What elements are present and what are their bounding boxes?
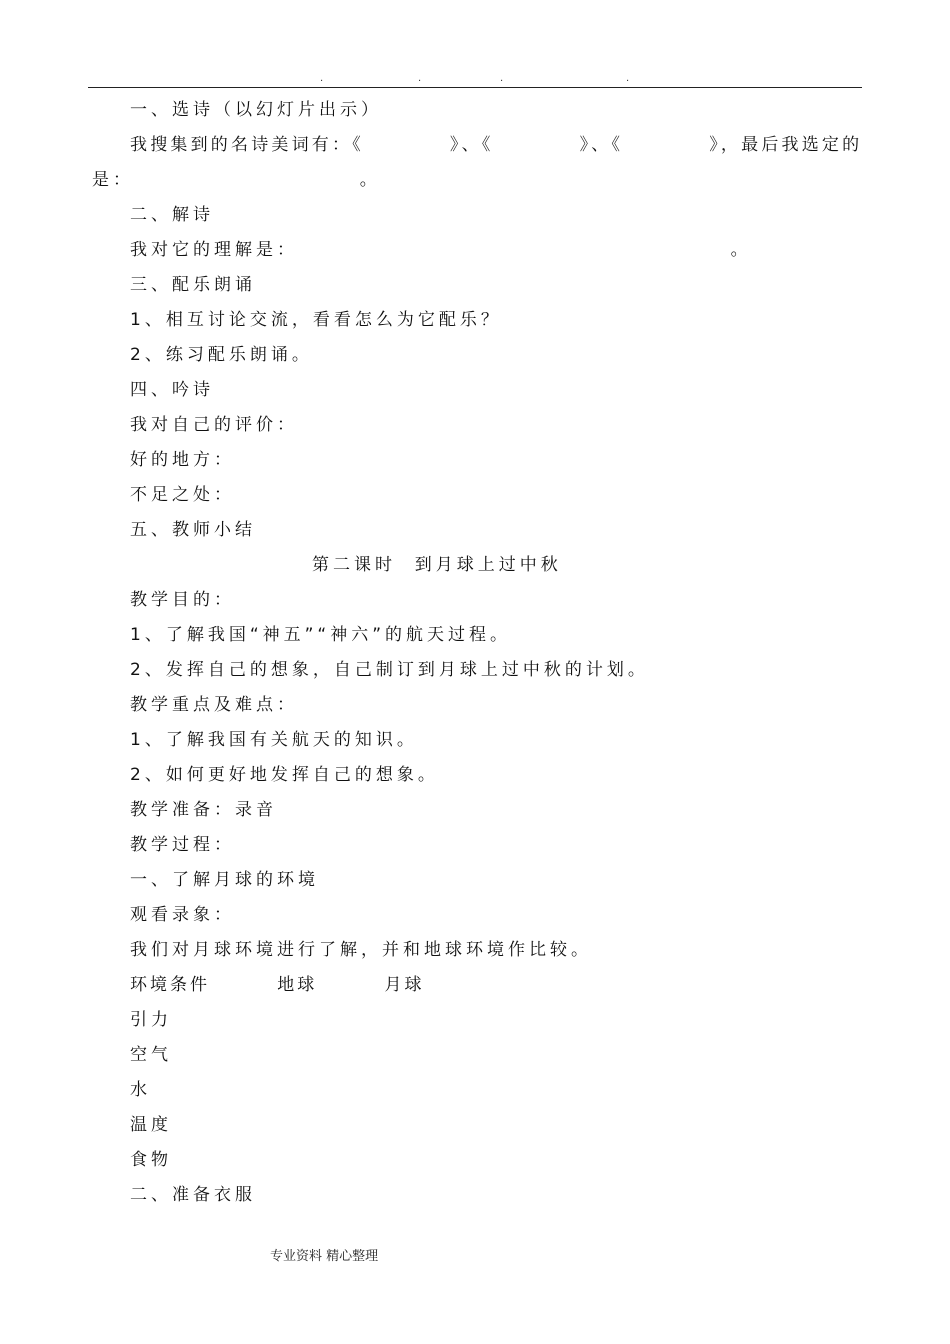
header-dot: . — [500, 73, 504, 84]
table-row: 温度 — [130, 1115, 172, 1135]
paragraph-weaknesses: 不足之处： — [130, 485, 235, 505]
section-heading-4: 四、吟诗 — [130, 380, 214, 400]
subheading-key-points: 教学重点及难点： — [130, 695, 298, 715]
list-item: 2、如何更好地发挥自己的想象。 — [130, 765, 439, 785]
table-row: 引力 — [130, 1010, 172, 1030]
subheading-process: 教学过程： — [130, 835, 235, 855]
page-footer: 专业资料 精心整理 — [270, 1249, 379, 1264]
table-row: 食物 — [130, 1150, 172, 1170]
paragraph-self-evaluation: 我对自己的评价： — [130, 415, 298, 435]
list-item: 2、练习配乐朗诵。 — [130, 345, 313, 365]
list-item: 2、发挥自己的想象，自己制订到月球上过中秋的计划。 — [130, 660, 649, 680]
section-heading-1: 一、选诗（以幻灯片出示） — [130, 100, 382, 120]
list-item: 1、了解我国有关航天的知识。 — [130, 730, 418, 750]
paragraph-poems-collected: 我搜集到的名诗美词有：《 》、《 》、《 》，最后我选定的 — [130, 135, 863, 155]
subheading-objectives: 教学目的： — [130, 590, 235, 610]
section-heading-clothes: 二、准备衣服 — [130, 1185, 256, 1205]
paragraph-preparation: 教学准备：录音 — [130, 800, 277, 820]
header-dot: . — [418, 73, 422, 84]
header-rule — [88, 87, 862, 88]
table-row: 空气 — [130, 1045, 172, 1065]
section-heading-2: 二、解诗 — [130, 205, 214, 225]
section-heading-3: 三、配乐朗诵 — [130, 275, 256, 295]
table-header-row: 环境条件 地球 月球 — [130, 975, 425, 995]
paragraph-compare-environment: 我们对月球环境进行了解，并和地球环境作比较。 — [130, 940, 592, 960]
section-heading-moon-environment: 一、了解月球的环境 — [130, 870, 319, 890]
list-item: 1、相互讨论交流，看看怎么为它配乐？ — [130, 310, 502, 330]
header-dot: . — [320, 73, 324, 84]
section-heading-5: 五、教师小结 — [130, 520, 256, 540]
header-dot: . — [626, 73, 630, 84]
paragraph-watch-video: 观看录象： — [130, 905, 235, 925]
list-item: 1、了解我国“神五”“神六”的航天过程。 — [130, 625, 512, 645]
paragraph-poem-chosen: 是： 。 — [92, 170, 381, 190]
table-row: 水 — [130, 1080, 151, 1100]
lesson-title: 第二课时 到月球上过中秋 — [312, 555, 562, 575]
paragraph-understanding: 我对它的理解是： 。 — [130, 240, 752, 260]
paragraph-strengths: 好的地方： — [130, 450, 235, 470]
